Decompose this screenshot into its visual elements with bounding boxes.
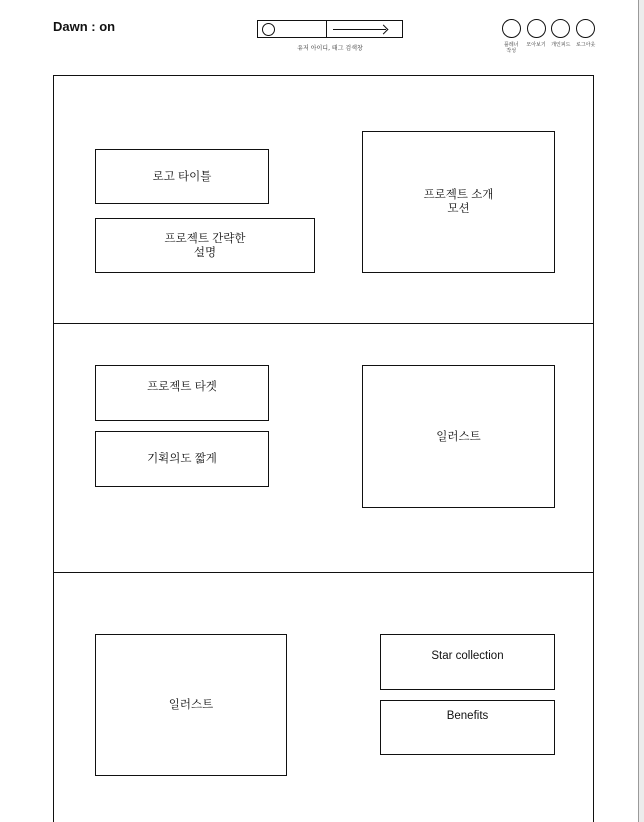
nav-label: 모아보기: [526, 42, 546, 48]
nav-item-feed[interactable]: [549, 19, 574, 54]
project-summary-box: 프로젝트 간략한 설명: [95, 218, 315, 273]
search-icon: [262, 23, 275, 36]
planning-intent-box: 기획의도 짧게: [95, 431, 269, 487]
arrow-head-icon: [379, 25, 389, 35]
nav-item-logout[interactable]: [573, 19, 598, 54]
search-input[interactable]: [258, 21, 327, 37]
planner-icon[interactable]: [502, 19, 521, 38]
logo-title-box: 로고 타이틀: [95, 149, 269, 204]
collection-icon[interactable]: [527, 19, 546, 38]
benefits-box[interactable]: Benefits: [380, 700, 555, 755]
search-caption: 유저 아이디, 태그 검색창: [297, 45, 363, 52]
search-bar[interactable]: [257, 20, 403, 38]
feed-icon[interactable]: [551, 19, 570, 38]
section-divider: [53, 572, 594, 573]
site-logo[interactable]: Dawn : on: [53, 19, 116, 34]
project-motion-box: 프로젝트 소개 모션: [362, 131, 555, 273]
nav-label: 개인피드: [551, 42, 571, 48]
project-target-box: 프로젝트 타겟: [95, 365, 269, 421]
star-collection-box[interactable]: Star collection: [380, 634, 555, 690]
nav-item-planner[interactable]: [499, 19, 524, 54]
illustration-box: 일러스트: [362, 365, 555, 508]
nav-label: 플레너 작성: [504, 42, 519, 54]
section-divider: [53, 323, 594, 324]
illustration-box: 일러스트: [95, 634, 287, 776]
nav-item-collection[interactable]: [524, 19, 549, 54]
nav-label: 로그아웃: [575, 42, 596, 48]
search-submit-button[interactable]: [327, 21, 402, 37]
top-nav: [499, 19, 598, 54]
logout-icon[interactable]: [576, 19, 595, 38]
